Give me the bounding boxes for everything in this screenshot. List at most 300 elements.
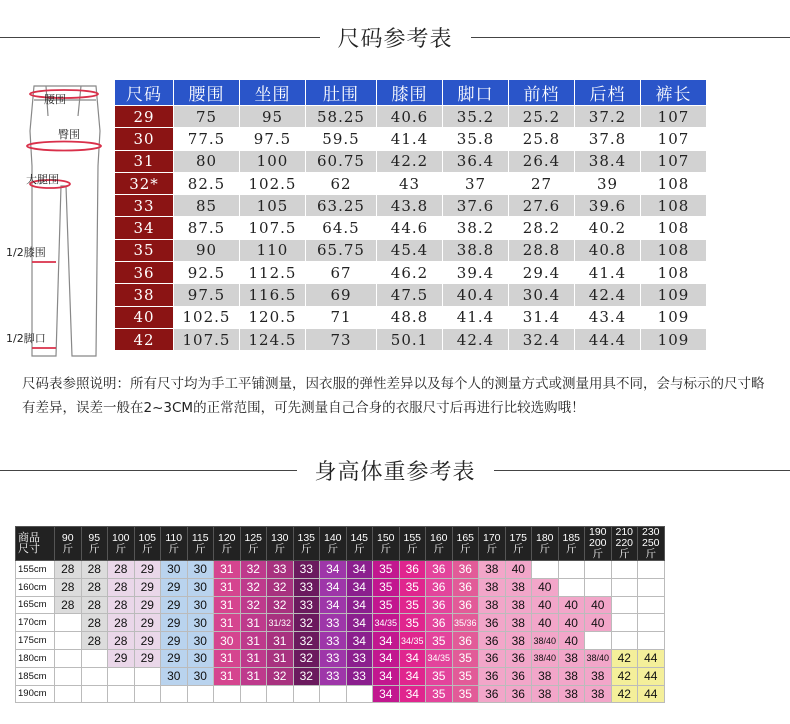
size-suggestion-cell: 32 (293, 649, 320, 667)
size-suggestion-cell: 40 (532, 596, 559, 614)
size-suggestion-cell: 31 (214, 561, 241, 579)
size-suggestion-cell: 38/40 (532, 632, 559, 650)
size-suggestion-cell (214, 685, 241, 703)
divider-left (0, 37, 320, 38)
weight-header-cell: 230 250斤 (638, 527, 665, 561)
size-header-cell: 腰围 (174, 80, 240, 106)
size-suggestion-cell: 28 (55, 561, 82, 579)
size-value-cell: 44.4 (575, 328, 641, 350)
height-weight-title: 身高体重参考表 (314, 460, 476, 485)
height-label-cell: 170cm (16, 614, 55, 632)
size-suggestion-cell: 29 (108, 649, 135, 667)
size-value-cell: 42.4 (443, 328, 509, 350)
size-suggestion-cell: 35/36 (452, 614, 479, 632)
size-suggestion-cell: 35 (426, 685, 453, 703)
size-value-cell: 41.4 (377, 128, 443, 150)
size-suggestion-cell: 34/35 (426, 649, 453, 667)
size-suggestion-cell: 28 (108, 578, 135, 596)
size-value-cell: 40.2 (575, 217, 641, 239)
size-value-cell: 42.4 (575, 284, 641, 306)
size-suggestion-cell: 31 (240, 649, 267, 667)
size-label-cell: 35 (115, 239, 174, 261)
size-header-cell: 尺码 (115, 80, 174, 106)
pants-outline-icon (6, 76, 111, 366)
size-suggestion-cell: 34 (346, 632, 373, 650)
size-suggestion-cell: 29 (161, 578, 188, 596)
weight-header-cell: 150 斤 (373, 527, 400, 561)
size-suggestion-cell (532, 561, 559, 579)
size-suggestion-cell: 31 (214, 667, 241, 685)
size-suggestion-cell: 38 (585, 685, 612, 703)
size-suggestion-cell: 31 (214, 596, 241, 614)
size-suggestion-cell: 31 (240, 667, 267, 685)
size-suggestion-cell: 36 (505, 649, 532, 667)
size-suggestion-cell (585, 578, 612, 596)
size-value-cell: 107.5 (174, 328, 240, 350)
size-value-cell: 90 (174, 239, 240, 261)
size-value-cell: 37.2 (575, 106, 641, 128)
size-value-cell: 75 (174, 106, 240, 128)
size-suggestion-cell: 28 (81, 632, 108, 650)
size-suggestion-cell: 40 (558, 614, 585, 632)
size-suggestion-cell: 40 (558, 632, 585, 650)
thigh-label: 大腿围 (26, 173, 59, 186)
size-suggestion-cell: 36 (452, 578, 479, 596)
size-value-cell: 108 (641, 217, 707, 239)
size-suggestion-cell: 31 (214, 614, 241, 632)
size-suggestion-cell: 36 (426, 561, 453, 579)
size-suggestion-cell: 44 (638, 685, 665, 703)
size-suggestion-cell: 34/35 (373, 614, 400, 632)
size-suggestion-cell: 33 (320, 667, 347, 685)
weight-header-cell: 145 斤 (346, 527, 373, 561)
size-suggestion-cell: 35 (452, 649, 479, 667)
size-suggestion-cell: 38 (585, 667, 612, 685)
size-suggestion-cell: 30 (187, 578, 214, 596)
size-suggestion-cell: 38 (505, 614, 532, 632)
size-suggestion-cell: 35 (426, 632, 453, 650)
size-suggestion-cell: 30 (161, 667, 188, 685)
size-suggestion-cell: 34 (399, 667, 426, 685)
size-suggestion-cell: 29 (134, 614, 161, 632)
size-value-cell: 60.75 (306, 150, 377, 172)
hip-label: 臀围 (58, 128, 80, 141)
size-suggestion-cell: 33 (267, 561, 294, 579)
height-label-cell: 160cm (16, 578, 55, 596)
size-suggestion-cell: 28 (81, 596, 108, 614)
size-suggestion-cell: 28 (55, 596, 82, 614)
weight-header-cell: 175 斤 (505, 527, 532, 561)
size-suggestion-cell: 30 (187, 596, 214, 614)
size-value-cell: 28.2 (509, 217, 575, 239)
weight-header-cell: 100 斤 (108, 527, 135, 561)
size-suggestion-cell: 38 (479, 578, 506, 596)
size-value-cell: 107.5 (240, 217, 306, 239)
weight-header-cell: 105 斤 (134, 527, 161, 561)
size-value-cell: 77.5 (174, 128, 240, 150)
size-value-cell: 112.5 (240, 262, 306, 284)
size-value-cell: 124.5 (240, 328, 306, 350)
weight-header-cell: 140 斤 (320, 527, 347, 561)
size-suggestion-cell (81, 649, 108, 667)
size-label-cell: 40 (115, 306, 174, 328)
size-suggestion-cell: 38 (558, 667, 585, 685)
size-value-cell: 63.25 (306, 195, 377, 217)
size-suggestion-cell: 36 (452, 596, 479, 614)
size-value-cell: 64.5 (306, 217, 377, 239)
size-suggestion-cell (108, 667, 135, 685)
size-suggestion-cell: 38 (479, 596, 506, 614)
height-weight-title-row (0, 455, 790, 486)
size-row (115, 150, 707, 172)
size-suggestion-cell (81, 667, 108, 685)
size-suggestion-cell: 38 (505, 596, 532, 614)
height-row (16, 578, 665, 596)
size-value-cell: 30.4 (509, 284, 575, 306)
size-value-cell: 108 (641, 239, 707, 261)
height-row (16, 685, 665, 703)
size-suggestion-cell: 38 (558, 649, 585, 667)
weight-header-cell: 125 斤 (240, 527, 267, 561)
size-suggestion-cell: 35 (373, 596, 400, 614)
size-suggestion-cell: 42 (611, 685, 638, 703)
size-value-cell: 62 (306, 172, 377, 194)
size-header-cell: 膝围 (377, 80, 443, 106)
size-value-cell: 50.1 (377, 328, 443, 350)
size-suggestion-cell: 35 (452, 685, 479, 703)
size-suggestion-cell (638, 596, 665, 614)
size-value-cell: 107 (641, 150, 707, 172)
size-value-cell: 92.5 (174, 262, 240, 284)
size-value-cell: 69 (306, 284, 377, 306)
size-label-cell: 42 (115, 328, 174, 350)
size-header-cell: 脚口 (443, 80, 509, 106)
size-suggestion-cell: 36 (505, 685, 532, 703)
size-value-cell: 37.6 (443, 195, 509, 217)
size-suggestion-cell: 31 (267, 649, 294, 667)
size-label-cell: 38 (115, 284, 174, 306)
size-value-cell: 108 (641, 195, 707, 217)
size-suggestion-cell: 28 (108, 614, 135, 632)
size-suggestion-cell: 29 (134, 649, 161, 667)
size-value-cell: 27 (509, 172, 575, 194)
size-row (115, 217, 707, 239)
size-suggestion-cell: 30 (187, 667, 214, 685)
size-suggestion-cell: 32 (267, 578, 294, 596)
size-value-cell: 59.5 (306, 128, 377, 150)
size-suggestion-cell: 42 (611, 667, 638, 685)
size-suggestion-cell: 38/40 (585, 649, 612, 667)
size-suggestion-cell: 34 (373, 685, 400, 703)
size-row (115, 128, 707, 150)
size-suggestion-cell: 33 (293, 561, 320, 579)
size-suggestion-cell (558, 578, 585, 596)
size-value-cell: 37.8 (575, 128, 641, 150)
size-suggestion-cell: 30 (187, 649, 214, 667)
size-value-cell: 67 (306, 262, 377, 284)
size-value-cell: 25.2 (509, 106, 575, 128)
size-suggestion-cell: 29 (134, 578, 161, 596)
size-suggestion-cell: 29 (134, 561, 161, 579)
size-suggestion-cell (55, 614, 82, 632)
size-suggestion-cell (558, 561, 585, 579)
size-suggestion-cell (187, 685, 214, 703)
size-value-cell: 38.2 (443, 217, 509, 239)
size-suggestion-cell (638, 561, 665, 579)
size-suggestion-cell: 32 (240, 561, 267, 579)
size-suggestion-cell (81, 685, 108, 703)
size-suggestion-cell: 33 (320, 632, 347, 650)
size-suggestion-cell: 31 (214, 578, 241, 596)
knee-label: 1/2膝围 (6, 246, 46, 259)
size-value-cell: 26.4 (509, 150, 575, 172)
size-value-cell: 31.4 (509, 306, 575, 328)
size-value-cell: 41.4 (443, 306, 509, 328)
size-value-cell: 39.6 (575, 195, 641, 217)
size-suggestion-cell: 34 (346, 596, 373, 614)
size-suggestion-cell: 40 (532, 614, 559, 632)
size-value-cell: 43 (377, 172, 443, 194)
size-value-cell: 71 (306, 306, 377, 328)
size-suggestion-cell: 34 (320, 578, 347, 596)
weight-header-cell: 110 斤 (161, 527, 188, 561)
size-suggestion-cell (585, 632, 612, 650)
size-suggestion-cell (293, 685, 320, 703)
size-suggestion-cell: 36 (479, 614, 506, 632)
size-suggestion-cell: 33 (346, 649, 373, 667)
size-value-cell: 44.6 (377, 217, 443, 239)
size-value-cell: 47.5 (377, 284, 443, 306)
height-row (16, 561, 665, 579)
height-row (16, 667, 665, 685)
size-suggestion-cell (611, 632, 638, 650)
size-suggestion-cell: 30 (187, 614, 214, 632)
divider-right (471, 37, 790, 38)
size-suggestion-cell: 33 (293, 578, 320, 596)
weight-header-cell: 90 斤 (55, 527, 82, 561)
size-suggestion-cell: 28 (81, 614, 108, 632)
size-value-cell: 39.4 (443, 262, 509, 284)
size-value-cell: 40.4 (443, 284, 509, 306)
size-suggestion-cell: 32 (293, 632, 320, 650)
size-row (115, 239, 707, 261)
size-header-cell: 坐围 (240, 80, 306, 106)
weight-header-cell: 185 斤 (558, 527, 585, 561)
size-value-cell: 35.2 (443, 106, 509, 128)
size-suggestion-cell: 40 (532, 578, 559, 596)
size-suggestion-cell: 31 (240, 632, 267, 650)
size-suggestion-cell: 34 (373, 667, 400, 685)
size-suggestion-cell (638, 614, 665, 632)
size-suggestion-cell: 34 (399, 649, 426, 667)
size-suggestion-cell: 29 (134, 596, 161, 614)
weight-header-cell: 155 斤 (399, 527, 426, 561)
size-suggestion-cell: 40 (558, 596, 585, 614)
size-value-cell: 109 (641, 306, 707, 328)
size-suggestion-cell: 29 (161, 632, 188, 650)
size-suggestion-cell: 33 (346, 667, 373, 685)
size-suggestion-cell (55, 685, 82, 703)
size-suggestion-cell (611, 596, 638, 614)
size-value-cell: 97.5 (240, 128, 306, 150)
size-table (114, 79, 707, 351)
size-suggestion-cell: 36 (426, 614, 453, 632)
height-label-cell: 180cm (16, 649, 55, 667)
size-suggestion-cell: 29 (161, 596, 188, 614)
size-value-cell: 38.4 (575, 150, 641, 172)
size-value-cell: 108 (641, 172, 707, 194)
size-suggestion-cell: 38 (532, 667, 559, 685)
size-suggestion-cell: 36 (479, 649, 506, 667)
size-suggestion-cell: 33 (320, 614, 347, 632)
height-weight-table (15, 526, 665, 703)
size-row (115, 284, 707, 306)
size-header-cell: 前档 (509, 80, 575, 106)
size-suggestion-cell: 38 (532, 685, 559, 703)
size-suggestion-cell: 40 (505, 561, 532, 579)
size-suggestion-cell: 32 (293, 614, 320, 632)
size-suggestion-cell (134, 667, 161, 685)
size-suggestion-cell: 34 (320, 596, 347, 614)
size-suggestion-cell (611, 578, 638, 596)
size-suggestion-cell: 36 (505, 667, 532, 685)
size-value-cell: 102.5 (174, 306, 240, 328)
size-suggestion-cell: 38 (505, 632, 532, 650)
size-suggestion-cell: 34 (346, 578, 373, 596)
height-row (16, 632, 665, 650)
size-value-cell: 29.4 (509, 262, 575, 284)
size-value-cell: 100 (240, 150, 306, 172)
size-value-cell: 58.25 (306, 106, 377, 128)
size-value-cell: 110 (240, 239, 306, 261)
size-row (115, 328, 707, 350)
size-suggestion-cell: 32 (293, 667, 320, 685)
size-suggestion-cell: 32 (267, 596, 294, 614)
size-label-cell: 33 (115, 195, 174, 217)
size-value-cell: 109 (641, 284, 707, 306)
size-suggestion-cell: 38 (479, 561, 506, 579)
size-row (115, 106, 707, 128)
size-suggestion-cell: 33 (293, 596, 320, 614)
size-suggestion-cell: 40 (585, 614, 612, 632)
size-value-cell: 73 (306, 328, 377, 350)
size-chart-title: 尺码参考表 (337, 27, 453, 52)
size-suggestion-cell (161, 685, 188, 703)
size-value-cell: 65.75 (306, 239, 377, 261)
size-suggestion-cell (585, 561, 612, 579)
height-row (16, 596, 665, 614)
size-value-cell: 46.2 (377, 262, 443, 284)
size-value-cell: 28.8 (509, 239, 575, 261)
size-value-cell: 102.5 (240, 172, 306, 194)
size-suggestion-cell (55, 667, 82, 685)
weight-header-cell: 135 斤 (293, 527, 320, 561)
size-chart-title-row (0, 22, 790, 53)
size-suggestion-cell: 29 (134, 632, 161, 650)
size-suggestion-cell: 35 (399, 578, 426, 596)
size-value-cell: 43.4 (575, 306, 641, 328)
size-suggestion-cell: 35 (373, 578, 400, 596)
size-suggestion-cell: 38/40 (532, 649, 559, 667)
size-suggestion-cell (638, 578, 665, 596)
size-value-cell: 85 (174, 195, 240, 217)
size-value-cell: 43.8 (377, 195, 443, 217)
size-suggestion-cell: 36 (479, 632, 506, 650)
size-suggestion-cell: 28 (55, 578, 82, 596)
size-suggestion-cell: 36 (426, 596, 453, 614)
size-label-cell: 32* (115, 172, 174, 194)
size-suggestion-cell: 36 (452, 632, 479, 650)
weight-header-cell: 95 斤 (81, 527, 108, 561)
size-suggestion-cell: 31 (267, 632, 294, 650)
size-suggestion-cell: 36 (426, 578, 453, 596)
size-value-cell: 40.6 (377, 106, 443, 128)
size-label-cell: 31 (115, 150, 174, 172)
weight-header-cell: 180 斤 (532, 527, 559, 561)
size-suggestion-cell: 29 (161, 614, 188, 632)
size-value-cell: 95 (240, 106, 306, 128)
pants-diagram (6, 76, 111, 366)
size-value-cell: 38.8 (443, 239, 509, 261)
size-suggestion-cell: 34/35 (399, 632, 426, 650)
size-row (115, 172, 707, 194)
size-suggestion-cell: 40 (585, 596, 612, 614)
size-suggestion-cell: 35 (426, 667, 453, 685)
height-row (16, 649, 665, 667)
size-suggestion-cell (638, 632, 665, 650)
size-label-cell: 36 (115, 262, 174, 284)
size-suggestion-cell (55, 632, 82, 650)
size-suggestion-cell (134, 685, 161, 703)
size-value-cell: 45.4 (377, 239, 443, 261)
size-suggestion-cell: 35 (452, 667, 479, 685)
size-value-cell: 40.8 (575, 239, 641, 261)
size-suggestion-cell: 28 (81, 578, 108, 596)
weight-header-cell: 120 斤 (214, 527, 241, 561)
size-suggestion-cell (611, 614, 638, 632)
size-suggestion-cell (320, 685, 347, 703)
size-suggestion-cell: 31 (214, 649, 241, 667)
height-label-cell: 190cm (16, 685, 55, 703)
size-label-cell: 30 (115, 128, 174, 150)
size-note: 尺码表参照说明：所有尺寸均为手工平铺测量，因衣服的弹性差异以及每个人的测量方式或测量用具不同，会与标示的尺寸略有差异，误差一般在2~3CM的正常范围，可先测量自己合身的衣服尺寸后再进行比较选购哦！ (22, 376, 765, 416)
size-suggestion-cell: 38 (505, 578, 532, 596)
hem-label: 1/2脚口 (6, 332, 46, 345)
size-suggestion-cell: 36 (479, 685, 506, 703)
size-suggestion-cell: 44 (638, 667, 665, 685)
divider-right (494, 470, 790, 471)
size-suggestion-cell: 34 (399, 685, 426, 703)
size-suggestion-cell: 28 (108, 561, 135, 579)
size-suggestion-cell: 32 (267, 667, 294, 685)
weight-header-cell: 160 斤 (426, 527, 453, 561)
weight-header-cell: 190 200斤 (585, 527, 612, 561)
height-label-cell: 175cm (16, 632, 55, 650)
size-suggestion-cell: 35 (373, 561, 400, 579)
size-suggestion-cell: 34 (346, 614, 373, 632)
size-value-cell: 42.2 (377, 150, 443, 172)
size-suggestion-cell: 33 (320, 649, 347, 667)
size-suggestion-cell: 28 (108, 632, 135, 650)
size-value-cell: 107 (641, 128, 707, 150)
size-row (115, 195, 707, 217)
size-suggestion-cell: 35 (399, 596, 426, 614)
size-suggestion-cell: 30 (214, 632, 241, 650)
size-suggestion-cell: 30 (161, 561, 188, 579)
size-suggestion-cell (611, 561, 638, 579)
size-label-cell: 29 (115, 106, 174, 128)
size-value-cell: 87.5 (174, 217, 240, 239)
